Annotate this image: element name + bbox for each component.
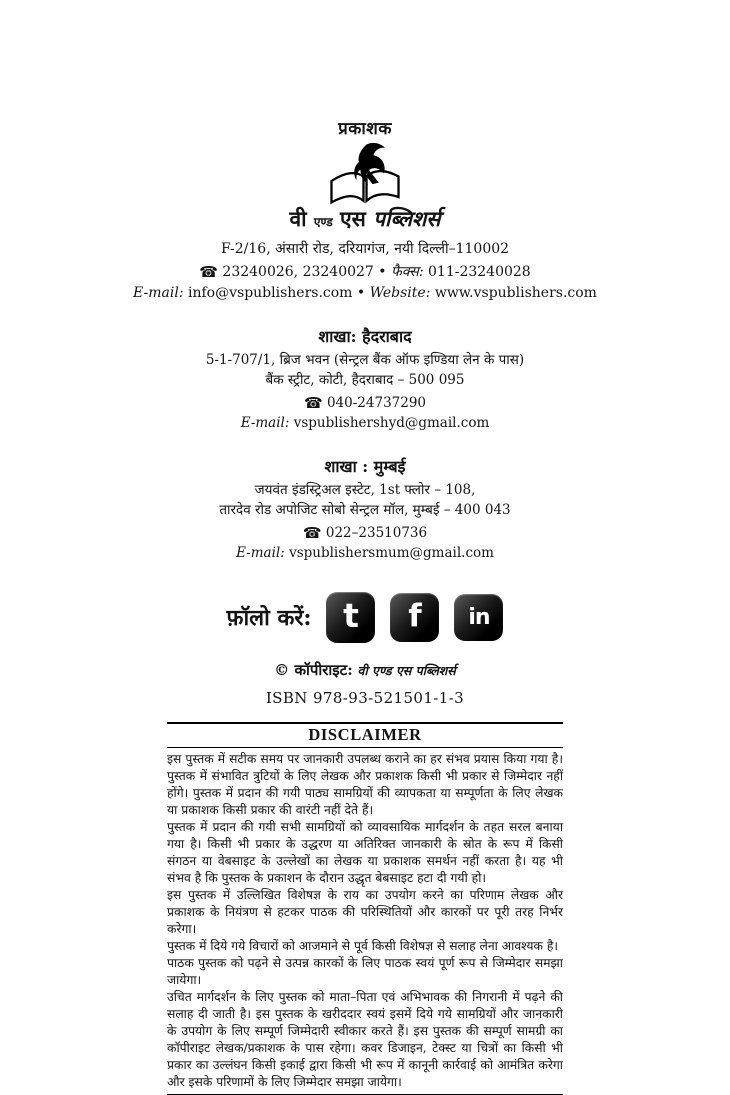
follow-label: फ़ॉलो करें: [226, 605, 312, 632]
eagle-book-logo-icon [319, 143, 411, 207]
publisher-logo [0, 143, 730, 230]
logo-part-publishers: पब्लिशर्स [373, 206, 441, 231]
branch-hyderabad-phone: 040-24737290 [326, 395, 427, 412]
bullet-separator: • [378, 264, 387, 281]
branch-hyderabad [0, 325, 730, 434]
divider [167, 747, 563, 748]
branch-hyderabad-phone-line [0, 391, 730, 414]
email-label: E-mail: [240, 415, 290, 431]
phone-icon: ☎ [303, 394, 323, 413]
head-office-email[interactable]: info@vspublishers.com [188, 285, 353, 302]
disclaimer-paragraph: उचित मार्गदर्शन के लिए पुस्तक को माता–पिता एवं अभिभावक की निगरानी में पढ़ने की सलाह दी जाती है। इस पुस्तक के खरीददार स्वयं इसमें दिये गये सामग्रियों और जानकारी के उपयोग के लिए सम्पूर्ण जिम्मेदारी स्वीकार करते हैं। इस पुस्तक की सम्पूर्ण सामग्री का कॉपीराइट लेखक/प्रकाशक के पास रहेगा। कवर डिजाइन, टेक्स्ट या चित्रों का किसी भी प्रकार का उल्लंघन किसी इकाई द्वारा किसी भी रूप में कानूनी कार्रवाई को आमंत्रित करेगा और इसके परिणामों के लिए जिम्मेदार समझा जायेगा। [167, 989, 563, 1089]
disclaimer-paragraph: इस पुस्तक में सटीक समय पर जानकारी उपलब्ध कराने का हर संभव प्रयास किया गया है। पुस्तक में संभावित त्रुटियों के लिए लेखक और प्रकाशक किसी भी प्रकार से जिम्मेदार नहीं होंगे। पुस्तक में प्रदान की गयी पाठ्य सामग्रियों की व्यापकता या सम्पूर्णता के लिए लेखक या प्रकाशक किसी प्रकार की वारंटी नहीं देते हैं। [167, 751, 563, 817]
copyright-label: © कॉपीराइट: [274, 660, 353, 679]
head-office-phones: 23240026, 23240027 [222, 264, 374, 281]
branch-mumbai-heading: शाखा : मुम्बई [324, 456, 406, 476]
branch-mumbai-address2: तारदेव रोड अपोजिट सोबो सेन्ट्रल मॉल, मुम्बई – 400 043 [219, 501, 511, 518]
logo-part-and: एण्ड [313, 215, 333, 229]
branch-mumbai-email[interactable]: vspublishersmum@gmail.com [289, 544, 494, 561]
social-follow-row [0, 592, 730, 643]
linkedin-icon[interactable]: in [454, 594, 503, 641]
head-office-fax: 011-23240028 [428, 264, 531, 281]
head-office-address: F-2/16, अंसारी रोड, दरियागंज, नयी दिल्ली–110002 [220, 241, 510, 258]
branch-mumbai-address1: जयवंत इंडस्ट्रिअल इस्टेट, 1st फ्लोर – 108, [254, 481, 476, 498]
branch-hyderabad-address2: बैंक स्ट्रीट, कोटी, हैदराबाद – 500 095 [265, 372, 465, 389]
disclaimer-section [167, 722, 563, 1095]
copyright-line [0, 660, 730, 680]
disclaimer-heading: DISCLAIMER [308, 724, 422, 744]
disclaimer-paragraph: पाठक पुस्तक को पढ़ने से उत्पन्न कारकों के लिए पाठक स्वयं पूर्ण रूप से जिम्मेदार समझा जायेगा। [167, 955, 563, 987]
email-label: E-mail: [133, 285, 184, 302]
copyright-publisher-name: वी एण्ड एस पब्लिशर्स [357, 662, 456, 678]
disclaimer-paragraph: पुस्तक में दिये गये विचारों को आजमाने से पूर्व किसी विशेषज्ञ से सलाह लेना आवश्यक है। [167, 938, 559, 953]
twitter-icon[interactable]: t [326, 592, 375, 643]
head-office-website[interactable]: www.vspublishers.com [434, 285, 597, 302]
disclaimer-paragraph: पुस्तक में प्रदान की गयी सभी सामग्रियों को व्यावसायिक मार्गदर्शन के तहत सरल बनाया गया है। किसी भी प्रकार के उद्धरण या अतिरिक्त जानकारी के स्रोत के रूप में किसी संगठन या वेबसाइट के उल्लेखों का लेखक या प्रकाशक समर्थन नहीं करता है। यह भी संभव है कि पुस्तक के प्रकाशन के दौरान उद्धृत बेबसाइट हटा दी गयी हो। [167, 819, 563, 885]
logo-part-v: वी [289, 206, 307, 231]
branch-hyderabad-heading: शाखा: हैदराबाद [318, 327, 412, 347]
branch-hyderabad-email-line [0, 414, 730, 434]
disclaimer-body [167, 751, 563, 1091]
publisher-logo-text [0, 207, 730, 230]
bullet-separator: • [356, 285, 366, 302]
branch-mumbai [0, 455, 730, 564]
branch-mumbai-phone-line [0, 521, 730, 544]
phone-icon: ☎ [302, 523, 322, 542]
website-label: Website: [369, 285, 431, 302]
disclaimer-paragraph: इस पुस्तक में उल्लिखित विशेषज्ञ के राय का उपयोग करने का परिणाम लेखक और प्रकाशक के नियंत्रण से हटकर पाठक की परिस्थितियों और कारकों पर पूरी तरह निर्भर करेगा। [167, 887, 563, 936]
branch-hyderabad-email[interactable]: vspublishershyd@gmail.com [293, 415, 490, 431]
divider [167, 722, 563, 724]
facebook-icon[interactable]: f [390, 593, 439, 642]
logo-part-s: एस [340, 206, 366, 231]
branch-hyderabad-address1: 5-1-707/1, ब्रिज भवन (सेन्ट्रल बैंक ऑफ इण्डिया लेन के पास) [205, 352, 525, 369]
branch-mumbai-email-line [0, 544, 730, 564]
phone-icon: ☎ [199, 263, 218, 282]
isbn: ISBN 978-93-521501-1-3 [265, 688, 465, 707]
email-label: E-mail: [236, 544, 285, 561]
head-office-phone-line [0, 260, 730, 283]
head-office-email-line [0, 283, 730, 304]
fax-label: फैक्स: [391, 264, 424, 281]
publisher-heading: प्रकाशक [338, 119, 392, 139]
branch-mumbai-phone: 022–23510736 [325, 524, 428, 541]
